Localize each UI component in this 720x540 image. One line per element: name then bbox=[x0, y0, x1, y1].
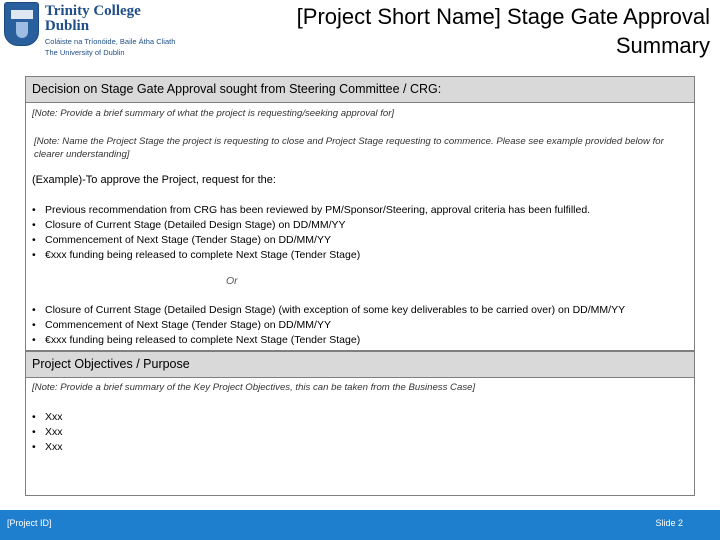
objectives-panel bbox=[25, 351, 695, 496]
slide-title: [Project Short Name] Stage Gate Approval Summary bbox=[296, 4, 710, 58]
logo-name: Trinity College Dublin bbox=[44, 3, 141, 34]
logo-text bbox=[45, 4, 184, 56]
list-item: • Xxx bbox=[32, 440, 63, 455]
slide-number: Slide 2 bbox=[655, 518, 683, 528]
list-item: • Commencement of Next Stage (Tender Stage) on DD/MM/YY bbox=[32, 318, 625, 333]
alternative-approval-list bbox=[32, 303, 625, 348]
logo-tagline: The University of Dublin bbox=[44, 47, 125, 57]
list-item: • Closure of Current Stage (Detailed Design Stage) (with exception of some key deliverables to be carried over) on DD/MM/YY bbox=[32, 303, 625, 318]
logo-irish-name: Coláiste na Tríonóide, Baile Átha Cliath bbox=[44, 37, 176, 46]
list-item: • Previous recommendation from CRG has been reviewed by PM/Sponsor/Steering, approval criteria has been fulfilled. bbox=[32, 203, 590, 218]
project-id: [Project ID] bbox=[7, 518, 52, 528]
crest-icon bbox=[4, 2, 39, 46]
example-intro: (Example)-To approve the Project, request for the: bbox=[32, 174, 276, 186]
objectives-header: Project Objectives / Purpose bbox=[26, 352, 694, 378]
list-item: • Commencement of Next Stage (Tender Stage) on DD/MM/YY bbox=[32, 233, 590, 248]
decision-note-stage: [Note: Name the Project Stage the project is requesting to close and Project Stage requesting to commence. Please see example provided below for clearer understanding] bbox=[34, 136, 664, 160]
or-separator: Or bbox=[226, 275, 238, 287]
list-item: • €xxx funding being released to complete Next Stage (Tender Stage) bbox=[32, 248, 590, 263]
approval-list bbox=[32, 203, 590, 263]
footer-bar bbox=[0, 510, 720, 540]
objectives-list bbox=[32, 410, 63, 455]
decision-header: Decision on Stage Gate Approval sought from Steering Committee / CRG: bbox=[26, 77, 694, 103]
decision-panel bbox=[25, 76, 695, 351]
list-item: • Xxx bbox=[32, 410, 63, 425]
objectives-note: [Note: Provide a brief summary of the Key Project Objectives, this can be taken from the Business Case] bbox=[32, 382, 476, 393]
decision-note-summary: [Note: Provide a brief summary of what the project is requesting/seeking approval for] bbox=[32, 108, 395, 119]
list-item: • Closure of Current Stage (Detailed Design Stage) on DD/MM/YY bbox=[32, 218, 590, 233]
list-item: • Xxx bbox=[32, 425, 63, 440]
list-item: • €xxx funding being released to complete Next Stage (Tender Stage) bbox=[32, 333, 625, 348]
tcd-logo bbox=[4, 2, 184, 57]
